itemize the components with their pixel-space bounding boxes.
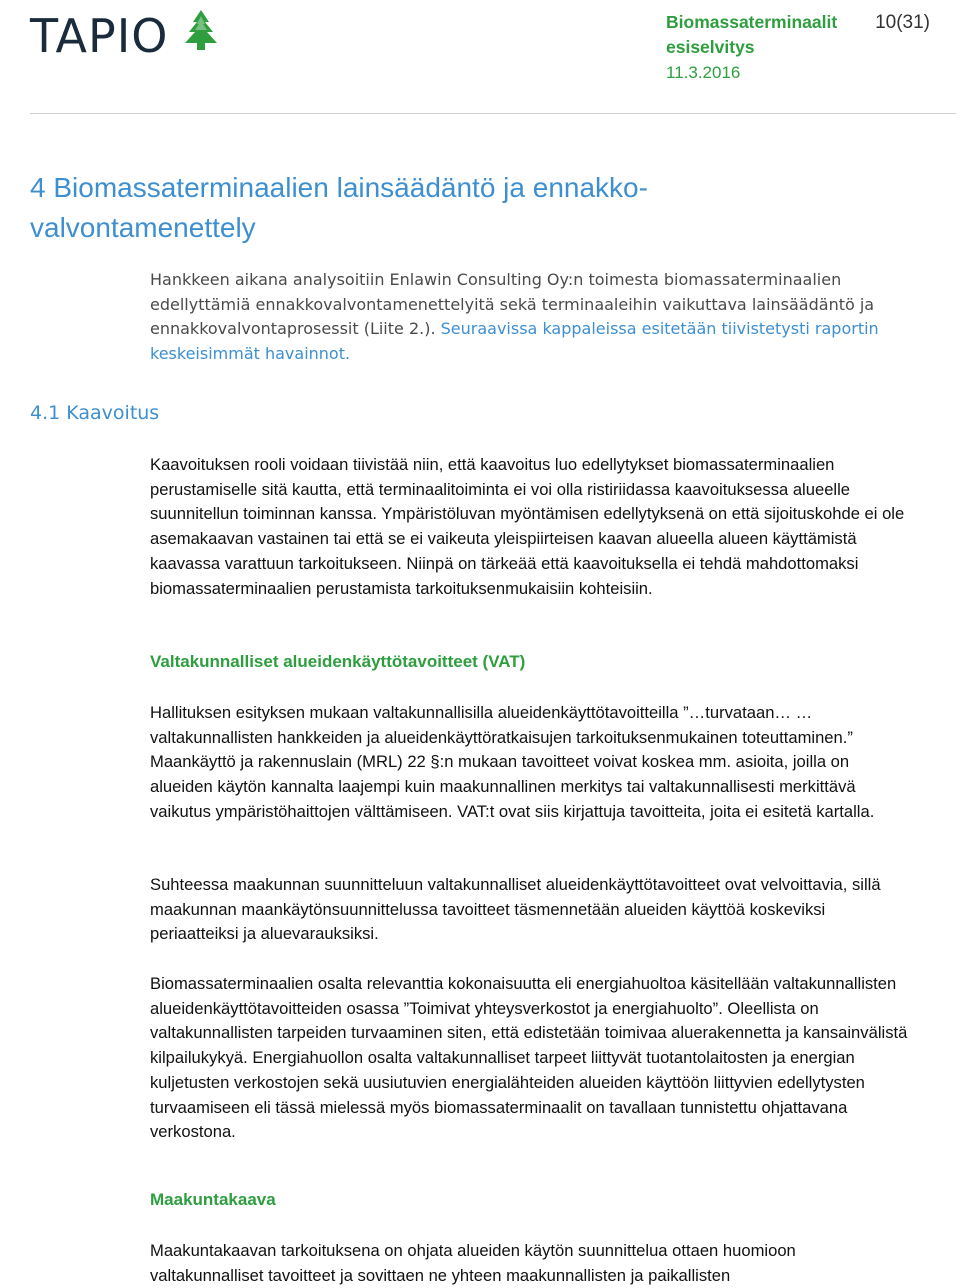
subheading-vat: Valtakunnalliset alueidenkäyttötavoitteet (VAT) [150, 652, 526, 671]
page-number: 10(31) [875, 12, 930, 33]
chapter-heading-line1: 4 Biomassaterminaalien lainsäädäntö ja ennakko- [30, 172, 648, 203]
paragraph-vat: Hallituksen esityksen mukaan valtakunnallisilla alueidenkäyttötavoitteilla ”…turvataan… …valtakunnallisten hankkeiden ja alueidenkäyttöratkaisujen tarkoituksenmukainen toteuttaminen.” Maankäyttö ja rakennuslain (MRL) 22 §:n mukaan tavoitteet voivat koskea mm. asioita, joilla on alueiden käytön kannalta laajempi kuin maakunnallinen merkitys tai valtakunnallisesti merkittävä vaikutus ympäristöhaittojen välttämiseen. VAT:t ovat siis kirjattuja tavoitteita, joita ei esitetä kartalla. [150, 703, 875, 821]
paragraph-maakunta-suhde: Suhteessa maakunnan suunnitteluun valtakunnalliset alueidenkäyttötavoitteet ovat velvoittavia, sillä maakunnan maankäytönsuunnittelussa tavoitteet täsmennetään alueiden käyttöä koskeviksi periaatteiksi ja aluevarauksiksi. [150, 875, 881, 944]
intro-text-tail: Seuraavissa kappaleissa esitetään tiivistetysti raportin keskeisimmät havainnot. [150, 319, 879, 363]
paragraph-energiahuolto: Biomassaterminaalien osalta relevanttia kokonaisuutta eli energiahuoltoa käsitellään valtakunnallisten alueidenkäyttötavoitteiden osassa ”Toimivat yhteysverkostot ja energiahuolto”. Oleellista on valtakunnallisten tarpeiden turvaaminen siten, että edistetään toimivaa aluerakennetta ja kansainvälistä kilpailukykyä. Energiahuollon osalta valtakunnalliset tarpeet liittyvät tuotantolaitosten ja energian kuljetusten verkostojen sekä uusiutuvien energialähteiden alueiden käyttöön liittyvien edellytysten turvaamiseen eli tässä mielessä myös biomassaterminaalit on tavallaan tunnistettu ohjattavana verkostona. [150, 974, 908, 1142]
section-heading: 4.1 Kaavoitus [30, 402, 160, 424]
logo-wordmark: TAPIO [30, 9, 169, 63]
running-header [666, 10, 946, 85]
intro-text: Hankkeen aikana analysoitiin Enlawin Consulting Oy:n toimesta biomassaterminaalien edellyttämiä ennakkovalvontamenettelyitä sekä terminaaleihin vaikuttava lainsäädäntö ja ennakkovalvontaprosessit (Liite 2.). [150, 270, 875, 338]
paragraph-kaavoitus: Kaavoituksen rooli voidaan tiivistää niin, että kaavoitus luo edellytykset biomassaterminaalien perustamiselle sitä kautta, että terminaalitoiminta ei voi olla ristiriidassa kaavoituksessa alueelle suunnitellun toiminnan kanssa. Ympäristöluvan myöntämisen edellytyksenä on että sijoituskohde ei ole asemakaavan vastainen tai että se ei vaikeuta yleispiirteisen kaavan alueella alueen käyttämistä kaavassa varattuun tarkoitukseen. Niinpä on tärkeää että kaavoituksella ei tehdä mahdottomaksi biomassaterminaalien perustamista tarkoituksenmukaisiin kohteisiin. [150, 455, 905, 598]
chapter-heading-line2: valvontamenettely [30, 212, 256, 243]
chapter-heading [30, 168, 790, 248]
document-title-line2: esiselvitys [666, 37, 755, 57]
document-date: 11.3.2016 [666, 63, 741, 82]
tree-logo-icon [179, 10, 223, 62]
subheading-maakuntakaava: Maakuntakaava [150, 1190, 276, 1209]
tapio-logo [30, 6, 240, 66]
document-title-line1: Biomassaterminaalit [666, 12, 838, 32]
paragraph-maakuntakaava: Maakuntakaavan tarkoituksena on ohjata alueiden käytön suunnittelua ottaen huomioon valtakunnalliset tavoitteet ja sovittaen ne yhteen maakunnallisten ja paikallisten [150, 1241, 796, 1285]
intro-paragraph [150, 268, 910, 366]
header-divider [30, 113, 956, 114]
